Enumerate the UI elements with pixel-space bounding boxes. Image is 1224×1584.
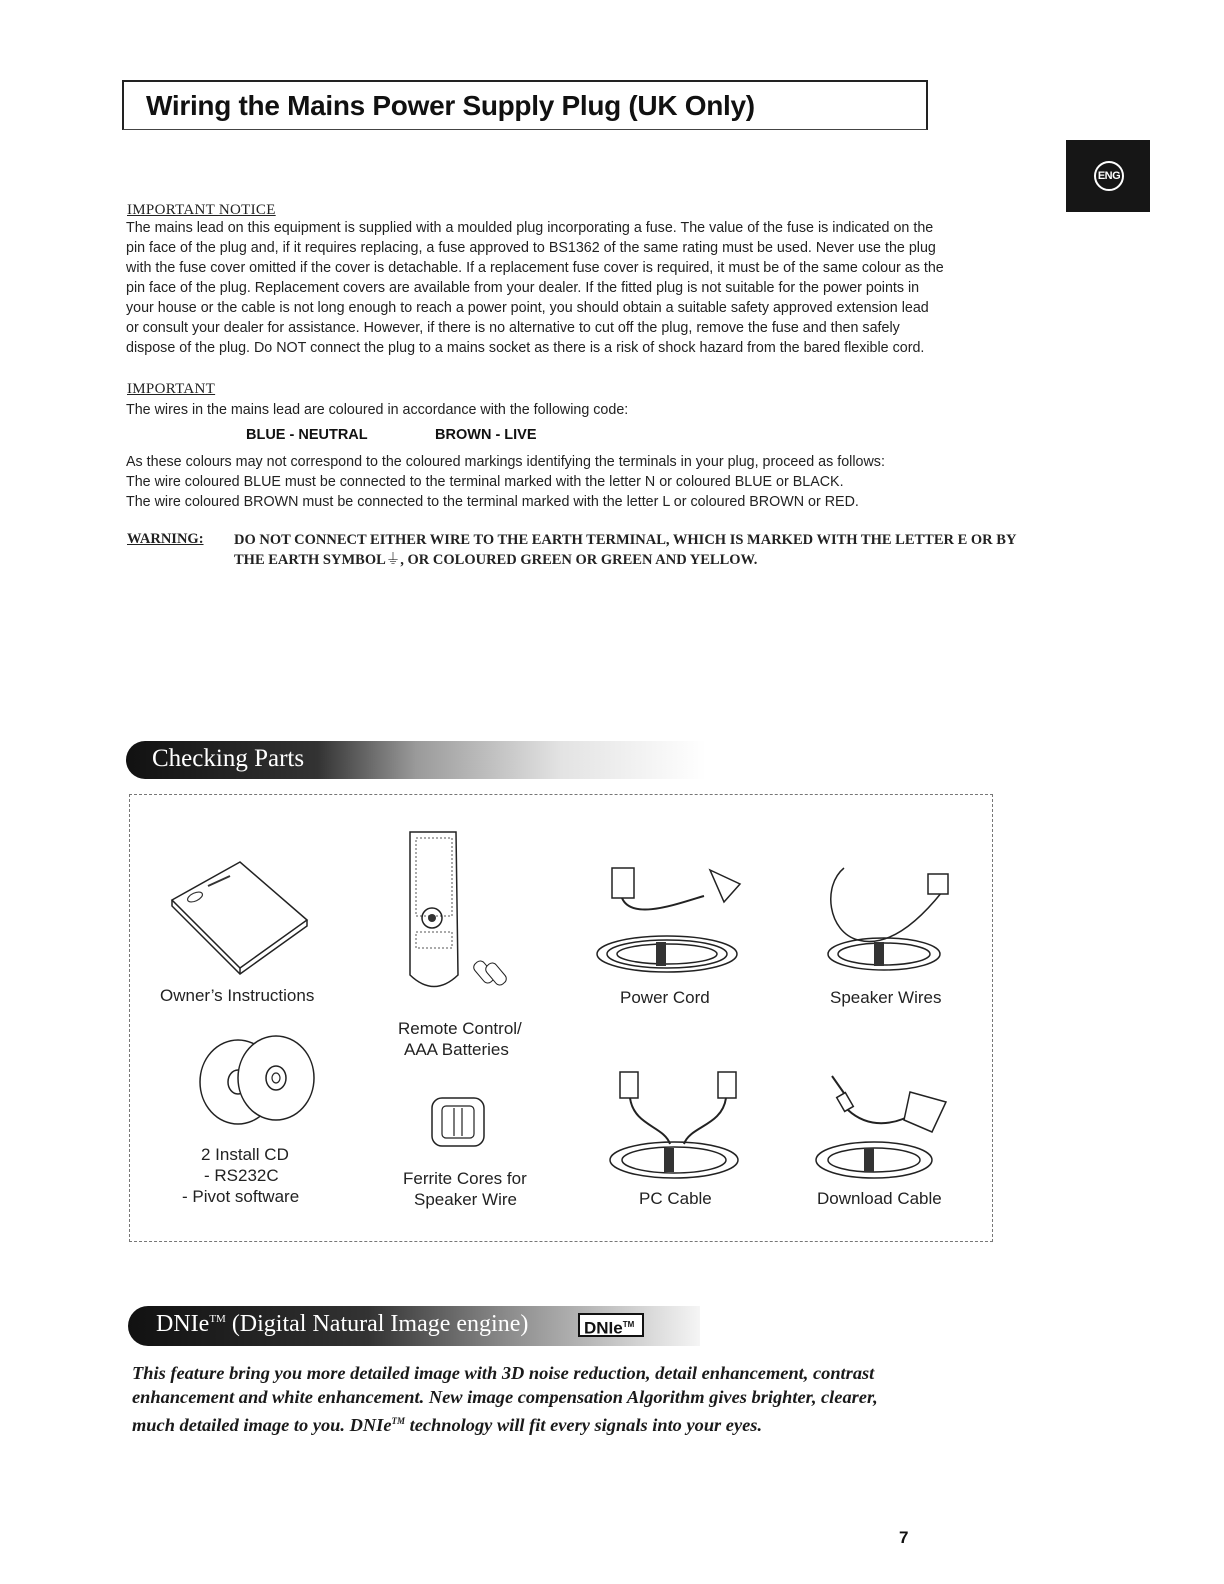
manual-book-icon [162,860,312,976]
warning-line-2 [234,550,1016,570]
page-title: Wiring the Mains Power Supply Plug (UK Only) [146,90,755,121]
dnie-logo-tm: TM [622,1320,635,1329]
warning-line-2-end: , OR COLOURED GREEN OR GREEN AND YELLOW. [400,552,758,568]
important-notice-heading: IMPORTANT NOTICE [127,202,276,218]
notice-line: or consult your dealer for assistance. However, if there is no alternative to cut off the plug, remove the fuse and then safely [126,320,900,336]
speaker-wires-icon [818,862,958,980]
warning-text [234,530,1016,570]
code-brown-live: BROWN - LIVE [435,427,537,443]
checking-parts-banner [126,741,706,779]
code-blue-neutral: BLUE - NEUTRAL [246,427,368,443]
notice-line: The mains lead on this equipment is supplied with a moulded plug incorporating a fuse. The value of the fuse is indicated on the [126,220,934,236]
dnie-title-prefix: DNIe [156,1311,210,1337]
power-cord-caption: Power Cord [620,988,710,1007]
important-line: The wire coloured BLUE must be connected to the terminal marked with the letter N or coloured BLUE or BLACK. [126,474,844,490]
warning-line-1: DO NOT CONNECT EITHER WIRE TO THE EARTH TERMINAL, WHICH IS MARKED WITH THE LETTER E OR BY [234,532,1017,548]
owners-instructions-caption: Owner’s Instructions [160,986,315,1005]
wire-colour-codes [246,427,537,443]
dnie-banner [128,1306,700,1346]
dnie-title-tm: TM [209,1313,226,1325]
earth-symbol-icon: ⏚ [385,552,401,568]
notice-line: pin face of the plug. Replacement covers are available from your dealer. If the fitted plug is not suitable for the power points in [126,280,920,296]
remote-caption-line-1: Remote Control/ [398,1019,522,1038]
notice-line: your house or the cable is not long enough to reach a power point, you should obtain a suitable safety approved extension lead [126,300,929,316]
important-heading: IMPORTANT [127,381,216,397]
checking-parts-title: Checking Parts [152,745,305,772]
important-notice-body [126,218,944,358]
notice-line: dispose of the plug. Do NOT connect the plug to a mains socket as there is a risk of shock hazard from the bared flexible cord. [126,340,925,356]
dnie-line-3 [132,1409,878,1437]
important-line: As these colours may not correspond to the coloured markings identifying the terminals in your plug, proceed as follows: [126,454,885,470]
important-line: The wire coloured BROWN must be connected to the terminal marked with the letter L or coloured BROWN or RED. [126,494,859,510]
install-cd-line-1: 2 Install CD [201,1145,289,1164]
remote-caption-line-2: AAA Batteries [404,1040,509,1059]
install-cd-icon [196,1030,320,1126]
download-cable-caption: Download Cable [817,1189,942,1208]
dnie-title-suffix: (Digital Natural Image engine) [225,1311,529,1337]
remote-control-icon [404,830,554,1000]
ferrite-caption [403,1168,527,1210]
install-cd-line-3: - Pivot software [182,1187,300,1206]
ferrite-caption-line-2: Speaker Wire [414,1190,517,1209]
ferrite-caption-line-1: Ferrite Cores for [403,1169,527,1188]
ferrite-core-icon [428,1094,492,1152]
dnie-line-2: enhancement and white enhancement. New image compensation Algorithm gives brighter, clearer, [132,1387,878,1407]
notice-line: pin face of the plug and, if it requires replacing, a fuse approved to BS1362 of the same rating must be used. Never use the plug [126,240,936,256]
dnie-line-3-end: technology will fit every signals into your eyes. [405,1415,763,1436]
dnie-line-1: This feature bring you more detailed image with 3D noise reduction, detail enhancement, contrast [132,1363,875,1383]
install-cd-line-2: - RS232C [204,1166,279,1185]
dnie-title [156,1311,528,1338]
dnie-logo [578,1313,644,1337]
remote-caption [398,1018,522,1060]
dnie-line-3-tm: TM [391,1416,405,1426]
important-instructions [126,452,885,512]
dnie-logo-text: DNIe [584,1318,623,1338]
dnie-description [132,1361,878,1437]
notice-line: with the fuse cover omitted if the cover is detachable. If a replacement fuse cover is required, it must be of the same colour as the [126,260,944,276]
important-intro: The wires in the mains lead are coloured in accordance with the following code: [126,402,629,418]
warning-line-2-text: THE EARTH SYMBOL [234,552,386,568]
power-cord-icon [592,862,762,982]
speaker-wires-caption: Speaker Wires [830,988,942,1007]
pc-cable-caption: PC Cable [639,1189,712,1208]
warning-label: WARNING: [127,531,204,547]
download-cable-icon [812,1072,956,1184]
language-badge: ENG [1094,161,1124,191]
page-number: 7 [899,1528,909,1547]
pc-cable-icon [604,1066,744,1184]
dnie-line-3-text: much detailed image to you. DNIe [132,1415,392,1436]
install-cd-caption [182,1144,299,1207]
